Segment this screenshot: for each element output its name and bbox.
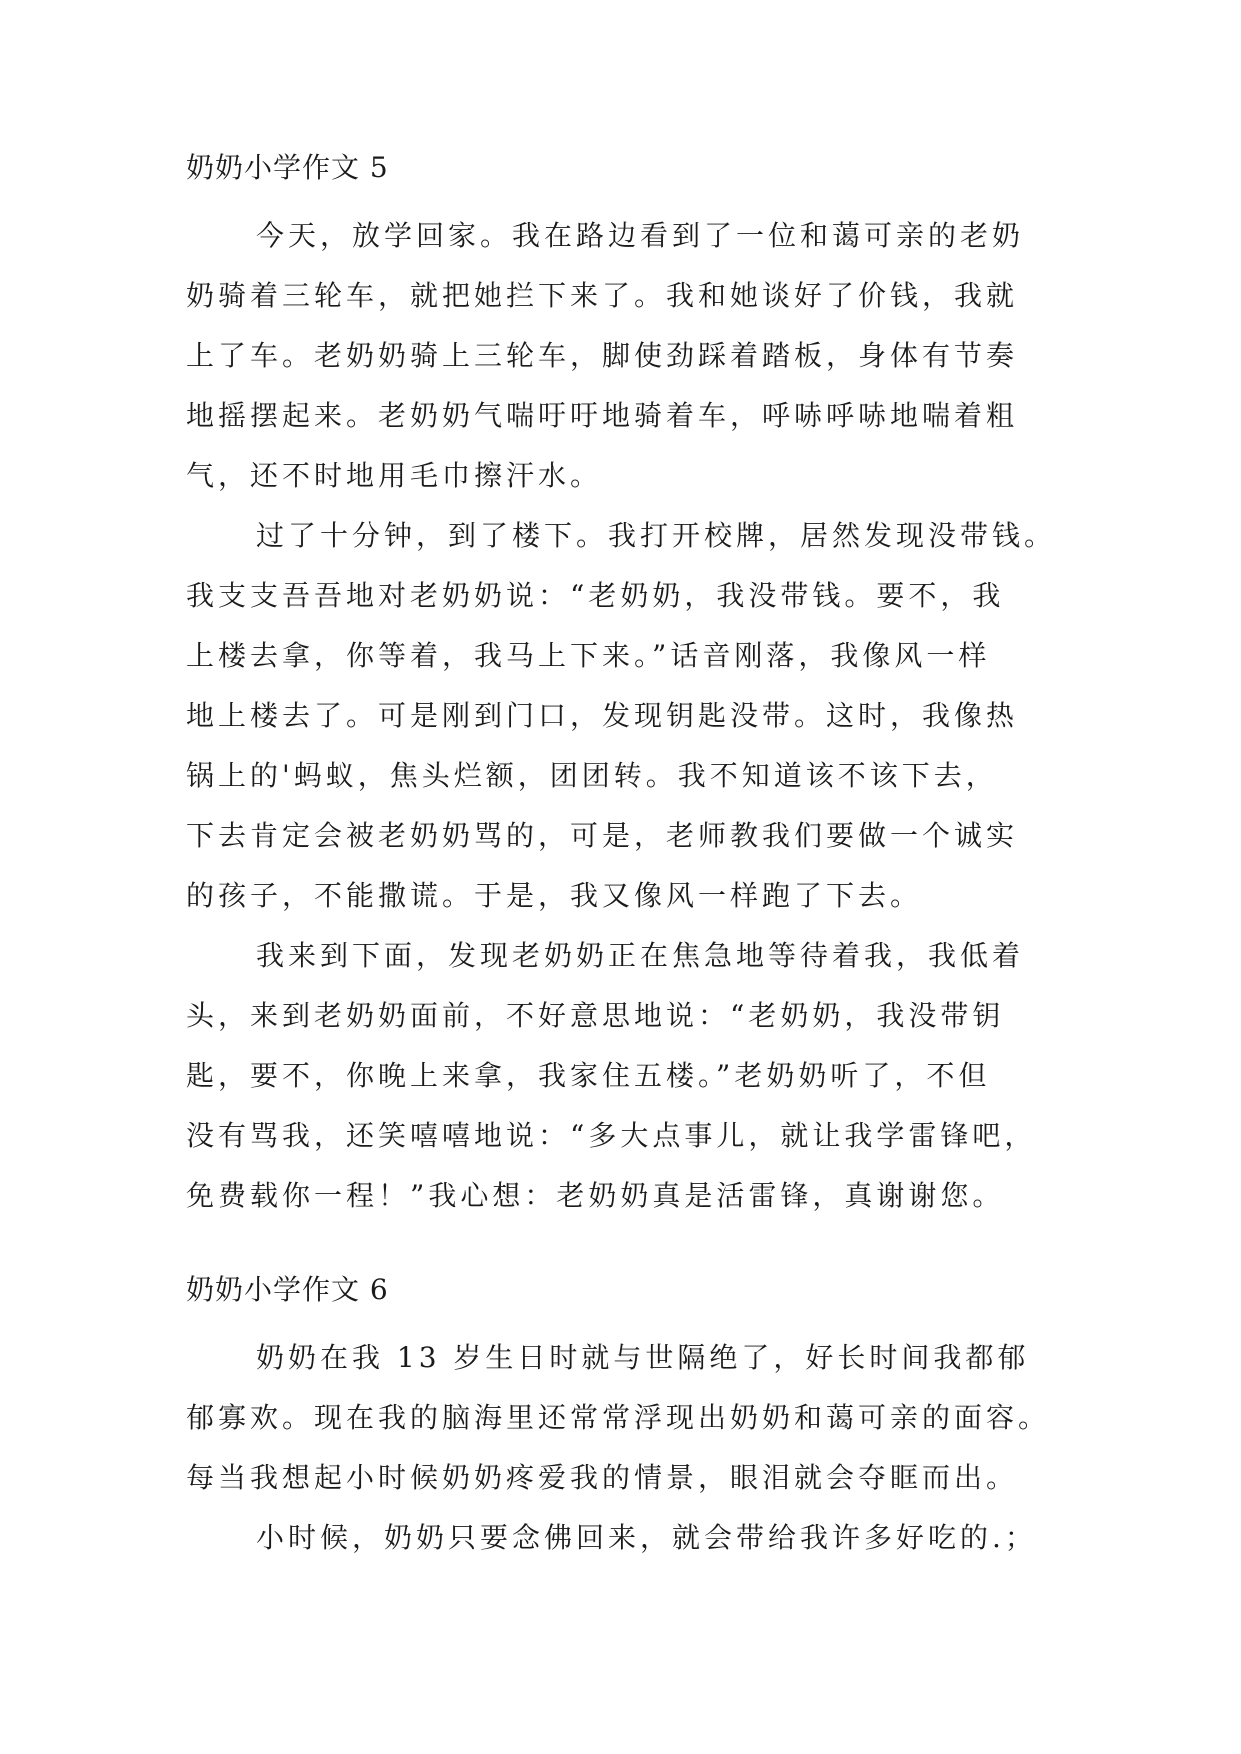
paragraph-line: 我来到下面，发现老奶奶正在焦急地等待着我，我低着 [256,939,1025,972]
paragraph-line: 地上楼去了。可是刚到门口，发现钥匙没带。这时，我像热 [186,699,1019,732]
essay-6-body [186,1328,1056,1568]
paragraph-line: 上了车。老奶奶骑上三轮车，脚使劲踩着踏板，身体有节奏 [186,339,1019,372]
paragraph-line: 地摇摆起来。老奶奶气喘吁吁地骑着车，呼哧呼哧地喘着粗 [186,399,1019,432]
paragraph-line: 上楼去拿，你等着，我马上下来。”话音刚落，我像风一样 [186,639,991,672]
paragraph-line: 锅上的'蚂蚁，焦头烂额，团团转。我不知道该不该下去， [186,759,998,792]
paragraph-line: 奶骑着三轮车，就把她拦下来了。我和她谈好了价钱，我就 [186,279,1019,312]
paragraph-line: 下去肯定会被老奶奶骂的，可是，老师教我们要做一个诚实 [186,819,1019,852]
paragraph-line: 小时候，奶奶只要念佛回来，就会带给我许多好吃的.； [256,1521,1037,1554]
essay-5 [186,150,1056,1226]
paragraph-line: 每当我想起小时候奶奶疼爱我的情景，眼泪就会夺眶而出。 [186,1461,1019,1494]
essay-5-body [186,206,1056,1226]
paragraph-line: 奶奶在我 13 岁生日时就与世隔绝了，好长时间我都郁 [256,1341,1030,1374]
paragraph-line: 气，还不时地用毛巾擦汗水。 [186,459,603,492]
paragraph-line: 过了十分钟，到了楼下。我打开校牌，居然发现没带钱。 [256,519,1057,552]
paragraph-line: 没有骂我，还笑嘻嘻地说：“多大点事儿，就让我学雷锋吧， [186,1119,1037,1152]
paragraph-line: 免费载你一程！”我心想：老奶奶真是活雷锋，真谢谢您。 [186,1179,1005,1212]
paragraph-line: 今天，放学回家。我在路边看到了一位和蔼可亲的老奶 [256,219,1025,252]
paragraph-line: 我支支吾吾地对老奶奶说：“老奶奶，我没带钱。要不，我 [186,579,1005,612]
paragraph-line: 匙，要不，你晚上来拿，我家住五楼。”老奶奶听了，不但 [186,1059,991,1092]
essay-6 [186,1272,1056,1568]
paragraph-line: 头，来到老奶奶面前，不好意思地说：“老奶奶，我没带钥 [186,999,1005,1032]
essay-5-title: 奶奶小学作文 5 [186,151,389,184]
essay-6-title: 奶奶小学作文 6 [186,1273,389,1306]
paragraph-line: 的孩子，不能撒谎。于是，我又像风一样跑了下去。 [186,879,923,912]
paragraph-line: 郁寡欢。现在我的脑海里还常常浮现出奶奶和蔼可亲的面容。 [186,1401,1051,1434]
